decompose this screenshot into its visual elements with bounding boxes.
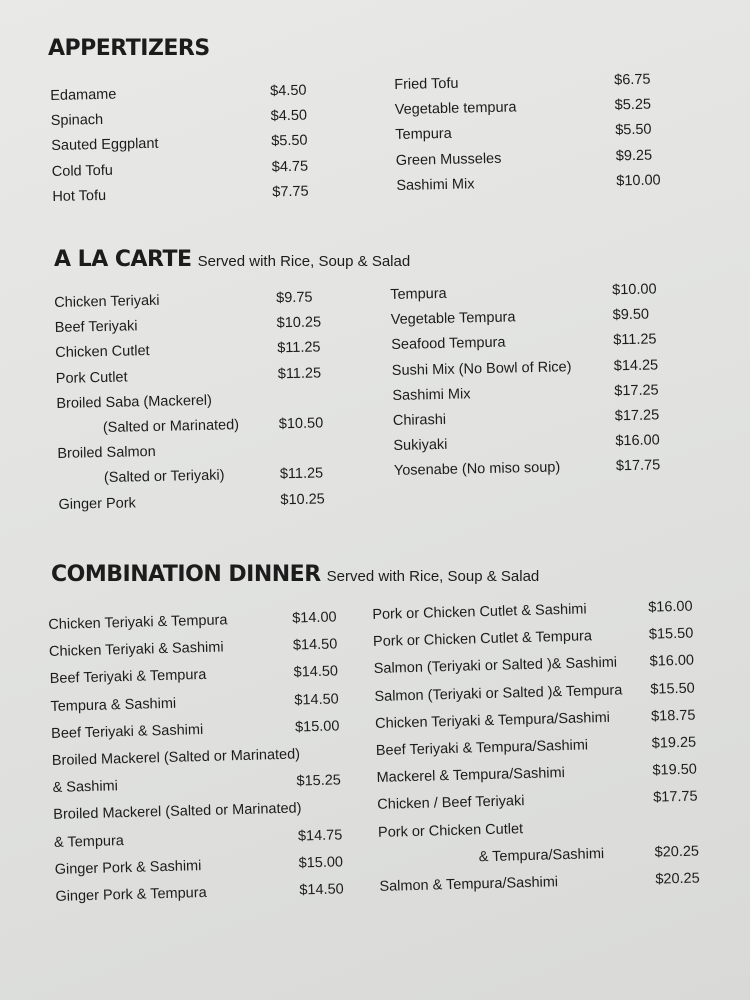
menu-item-name: Mackerel & Tempura/Sashimi: [376, 765, 566, 787]
menu-item-name: Broiled Saba (Mackerel): [56, 392, 213, 412]
menu-item-price: $11.25: [277, 339, 321, 357]
menu-item: [52, 179, 322, 210]
menu-item-price: $10.00: [616, 172, 661, 190]
menu-item-price: $5.25: [614, 96, 652, 114]
menu-item-name: Sashimi Mix: [392, 386, 471, 404]
combination-left-list: [48, 604, 356, 911]
menu-item-name: Seafood Tempura: [391, 334, 506, 354]
menu-item-name: & Tempura: [53, 832, 125, 851]
menu-item-price: $11.25: [613, 331, 657, 349]
menu-item-price: $14.50: [292, 636, 338, 654]
menu-item-name: Chicken Teriyaki & Tempura/Sashimi: [374, 709, 611, 732]
menu-item-name: Ginger Pork & Tempura: [55, 884, 207, 905]
menu-item-price: $15.00: [298, 854, 344, 872]
menu-item-price: $10.50: [278, 415, 324, 433]
combination-subtitle: Served with Rice, Soup & Salad: [326, 568, 540, 585]
menu-item-name: Edamame: [50, 86, 117, 104]
menu-item-name: Vegetable tempura: [394, 99, 517, 119]
menu-item-name: (Salted or Marinated): [102, 417, 240, 436]
menu-item-name: Chirashi: [392, 411, 447, 429]
menu-item-price: $19.50: [652, 761, 698, 779]
menu-item-name: Vegetable Tempura: [390, 309, 516, 329]
menu-item-name: Beef Teriyaki: [54, 318, 138, 337]
combination-title: COMBINATION DINNER: [51, 562, 321, 587]
appetizers-title: APPERTIZERS: [48, 36, 210, 61]
menu-item-name: Salmon (Teriyaki or Salted )& Tempura: [374, 682, 623, 705]
menu-item-price: $4.50: [270, 82, 307, 100]
menu-item-name: Beef Teriyaki & Tempura: [49, 667, 207, 688]
menu-item-name: Pork or Chicken Cutlet & Tempura: [372, 628, 593, 651]
menu-item-name: Ginger Pork & Sashimi: [54, 857, 202, 878]
menu-item-price: $4.50: [270, 107, 308, 125]
menu-item-name: Beef Teriyaki & Sashimi: [50, 721, 204, 742]
menu-item-name: Spinach: [50, 112, 104, 130]
menu-item-price: $17.75: [615, 457, 661, 475]
menu-item-name: Chicken Cutlet: [55, 343, 150, 362]
menu-item-price: $16.00: [648, 598, 693, 616]
a-la-carte-heading: [54, 247, 410, 272]
menu-item-price: $9.75: [276, 289, 313, 307]
menu-item: [394, 453, 694, 484]
menu-item-name: Cold Tofu: [51, 162, 113, 180]
menu-item-name: Sashimi Mix: [396, 176, 475, 194]
menu-item-name: & Tempura/Sashimi: [478, 845, 605, 865]
menu-item-name: Sukiyaki: [393, 436, 448, 455]
menu-item-name: Salmon & Tempura/Sashimi: [379, 874, 559, 895]
menu-item-name: Chicken Teriyaki & Sashimi: [48, 639, 224, 661]
menu-item-name: Pork or Chicken Cutlet & Sashimi: [372, 601, 587, 623]
menu-item-name: Chicken Teriyaki & Tempura: [48, 612, 228, 633]
menu-item-name: (Salted or Teriyaki): [103, 467, 225, 487]
menu-item-name: Pork Cutlet: [55, 369, 128, 387]
menu-item-name: Sushi Mix (No Bowl of Rice): [391, 358, 572, 379]
appetizers-left-list: [50, 78, 323, 210]
menu-item-name: Chicken Teriyaki: [54, 292, 160, 311]
combination-heading: [51, 562, 539, 587]
menu-item-name: Broiled Mackerel (Salted or Marinated): [51, 746, 301, 769]
menu-item-price: $17.25: [614, 407, 660, 425]
menu-item-name: Fried Tofu: [394, 75, 459, 93]
menu-item-name: Chicken / Beef Teriyaki: [377, 793, 525, 814]
menu-item: [396, 168, 686, 199]
menu-item-price: $14.50: [294, 690, 339, 709]
menu-item-price: $11.25: [277, 364, 322, 382]
menu-item-price: $15.50: [648, 625, 694, 643]
menu-item-name: Hot Tofu: [52, 187, 107, 205]
menu-item-price: $15.00: [294, 718, 340, 736]
menu-item-price: $15.25: [296, 772, 342, 790]
menu-item-name: Pork or Chicken Cutlet: [377, 820, 524, 841]
appetizers-right-list: [394, 67, 687, 199]
menu-item-name: Tempura: [395, 126, 452, 144]
menu-item-price: $16.00: [649, 652, 695, 671]
menu-item-price: $14.25: [613, 356, 659, 374]
menu-item-price: $16.00: [615, 432, 660, 450]
menu-item-price: $17.25: [614, 382, 659, 400]
menu-item-price: $17.75: [653, 788, 698, 807]
appetizers-heading: [48, 36, 210, 61]
menu-item-price: $19.25: [651, 734, 697, 752]
menu-item-name: Yosenabe (No miso soup): [393, 459, 561, 480]
menu-item-price: $5.50: [615, 121, 652, 139]
a-la-carte-title: A LA CARTE: [54, 247, 192, 272]
menu-item-name: Beef Teriyaki & Tempura/Sashimi: [375, 737, 589, 759]
menu-item-name: Broiled Mackerel (Salted or Marinated): [53, 800, 302, 824]
a-la-carte-left-list: [54, 285, 339, 518]
menu-item-name: Tempura & Sashimi: [50, 695, 177, 715]
menu-item-name: Green Musseles: [395, 150, 502, 169]
menu-item-price: $10.25: [280, 490, 325, 508]
menu-item-price: $9.50: [612, 306, 650, 324]
menu-item-price: $14.00: [292, 609, 337, 627]
combination-right-list: [372, 593, 725, 901]
menu-item-price: $9.25: [615, 147, 653, 164]
menu-item-price: $15.50: [650, 680, 695, 698]
menu-item-price: $10.00: [612, 281, 657, 299]
menu-item-price: $7.75: [272, 183, 309, 201]
menu-item-name: Sauted Eggplant: [51, 136, 159, 155]
menu-item-price: $11.25: [279, 465, 324, 483]
menu-item-price: $4.75: [271, 158, 309, 175]
menu-item: [58, 487, 338, 518]
menu-item-price: $18.75: [650, 707, 696, 725]
menu-item-price: $20.25: [654, 843, 700, 861]
menu-item-price: $10.25: [276, 314, 322, 332]
menu-item-price: $6.75: [614, 71, 651, 89]
menu-item-name: Salmon (Teriyaki or Salted )& Sashimi: [373, 654, 618, 678]
menu-item-price: $5.50: [271, 132, 308, 150]
menu-item-name: & Sashimi: [52, 778, 119, 797]
menu-item-price: $20.25: [655, 870, 700, 888]
menu-item-price: $14.75: [297, 826, 343, 845]
menu-item-price: $14.50: [299, 881, 344, 899]
menu-item-price: $14.50: [293, 663, 339, 681]
a-la-carte-right-list: [390, 277, 694, 485]
menu-item-name: Ginger Pork: [58, 494, 136, 513]
a-la-carte-subtitle: Served with Rice, Soup & Salad: [197, 253, 411, 270]
menu-item-name: Broiled Salmon: [57, 444, 156, 463]
menu-item-name: Tempura: [390, 285, 447, 303]
